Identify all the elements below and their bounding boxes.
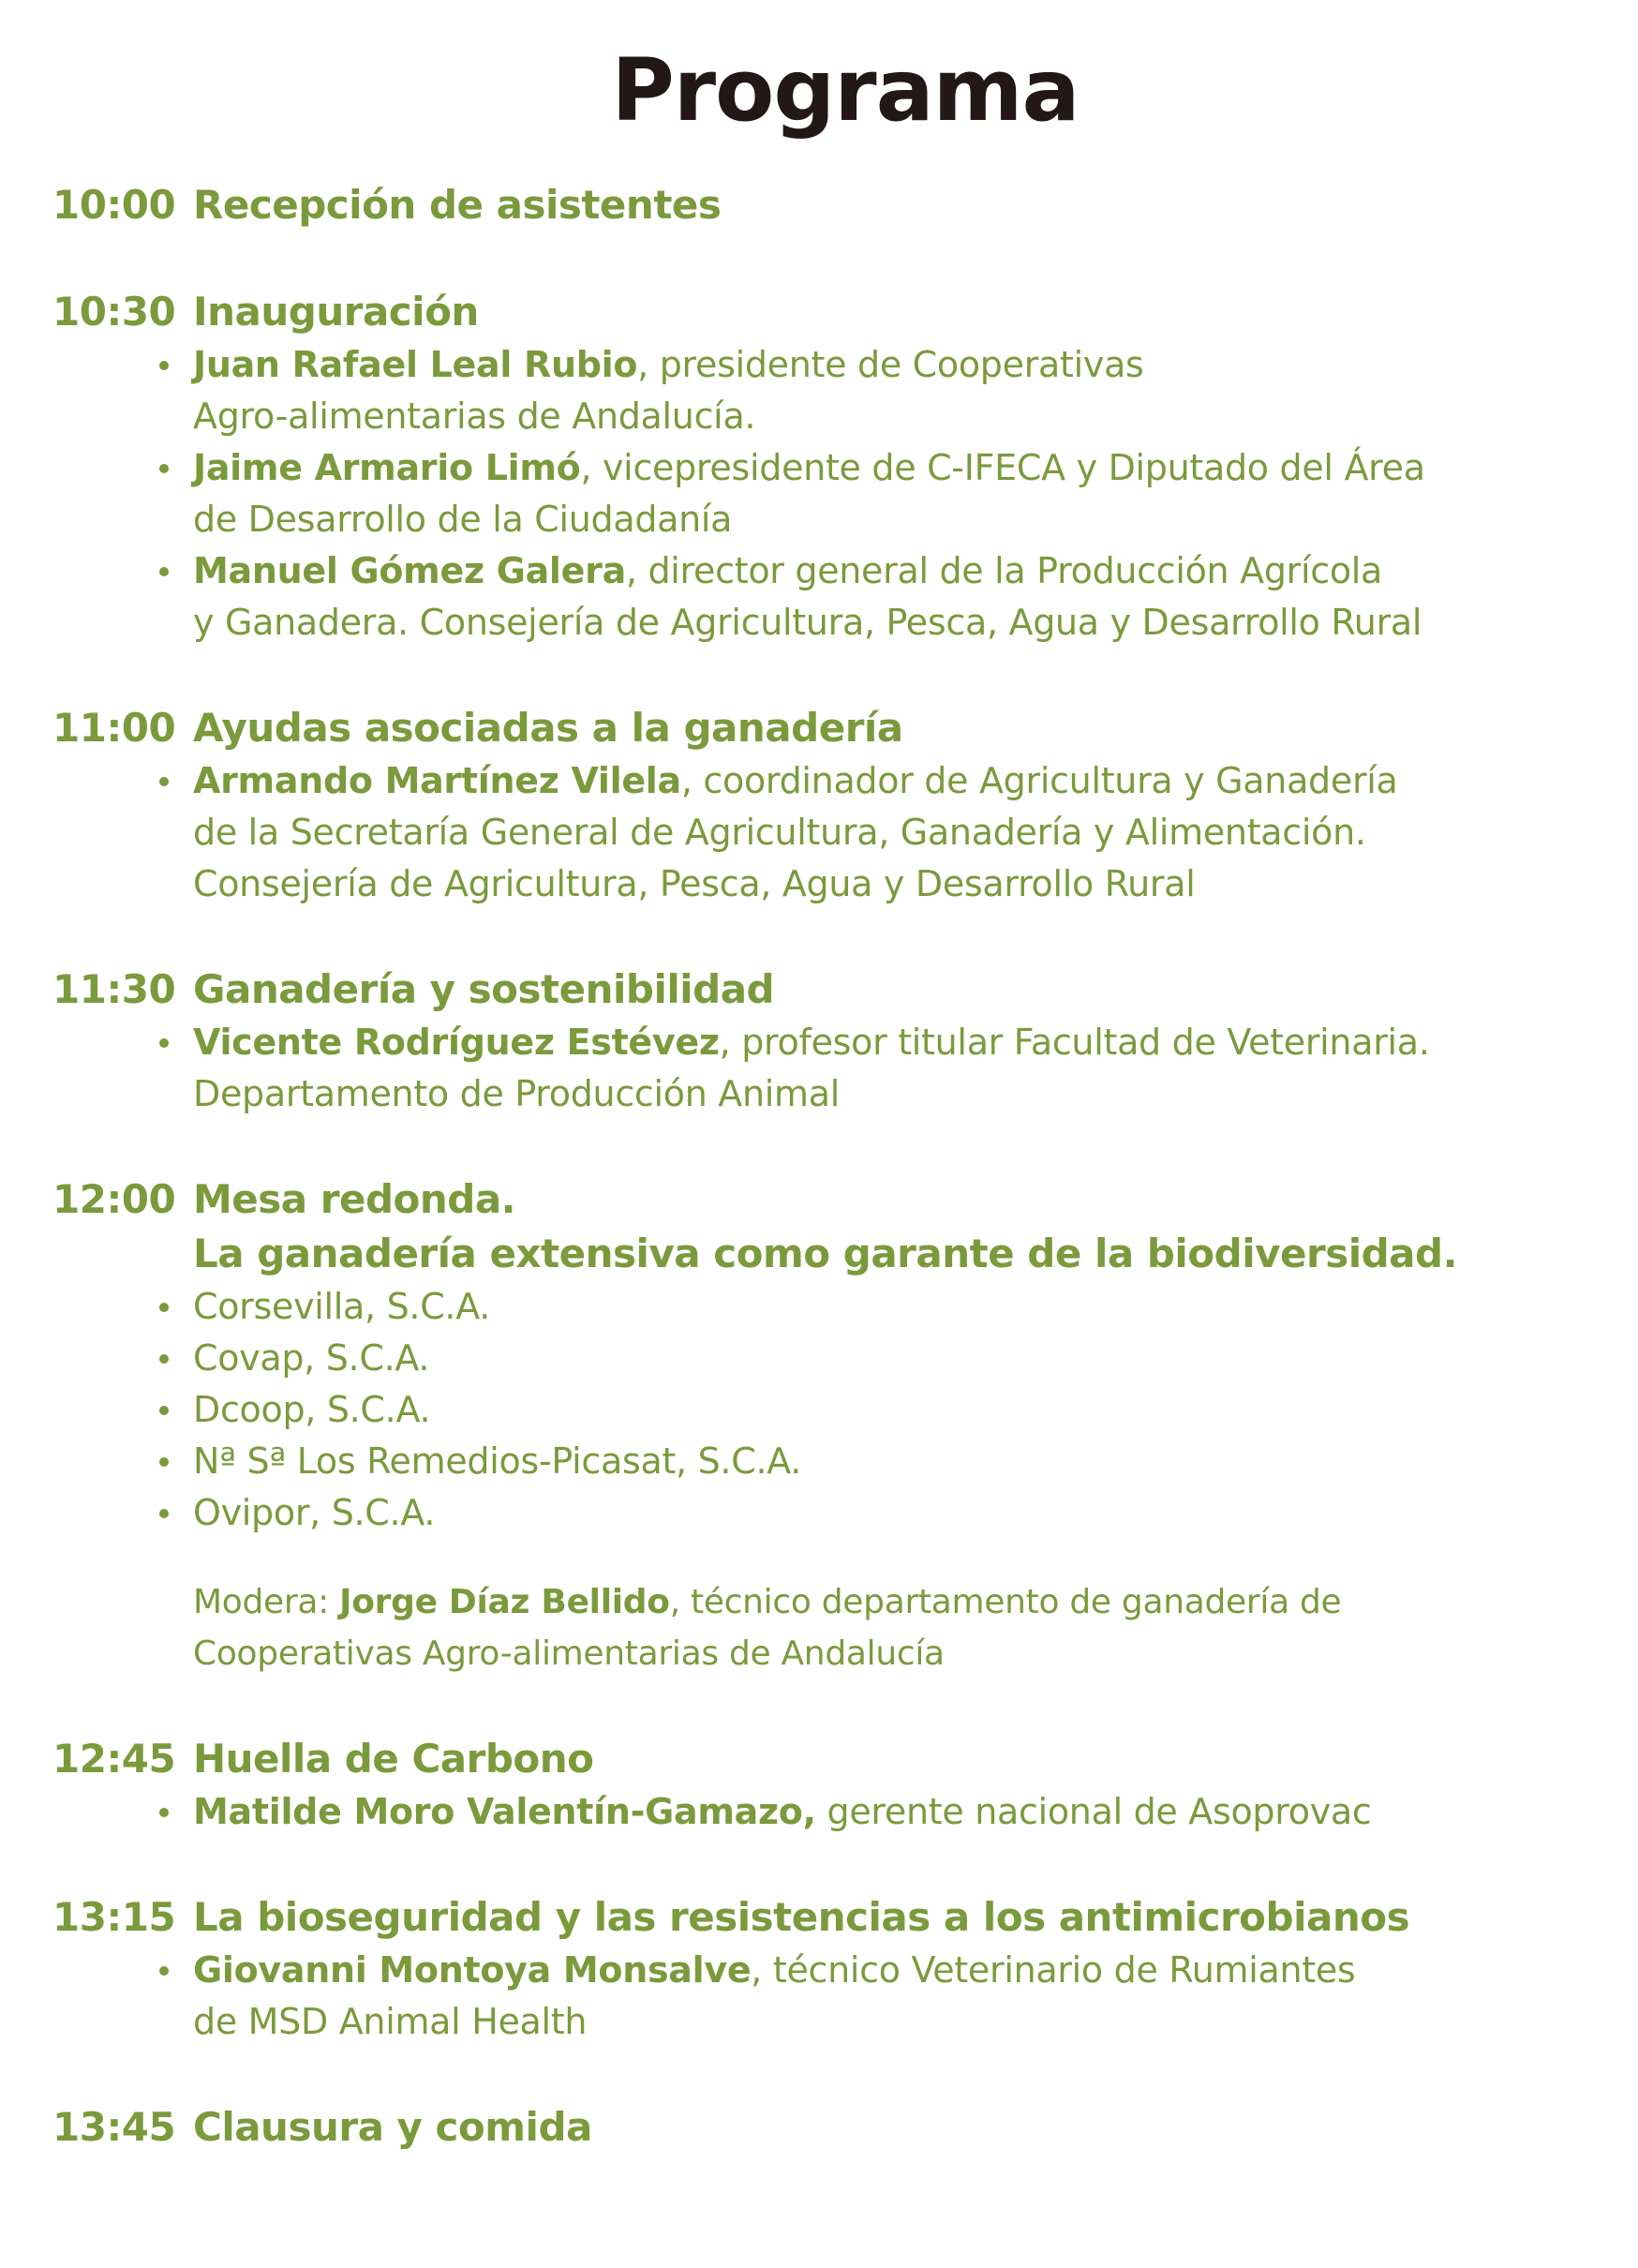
agenda-session xyxy=(52,178,1638,232)
item-line xyxy=(193,807,1638,858)
session-title xyxy=(193,178,1638,232)
session-title xyxy=(193,701,1638,755)
list-item xyxy=(193,339,1638,442)
list-item xyxy=(193,1281,1638,1333)
agenda-session xyxy=(52,1732,1638,1838)
speaker-list xyxy=(52,1017,1638,1120)
session-title-line: Clausura y comida xyxy=(193,2104,592,2150)
speaker-list xyxy=(52,1281,1638,1539)
speaker-role: Departamento de Producción Animal xyxy=(193,1073,840,1114)
session-title-line: La ganadería extensiva como garante de la biodiversidad. xyxy=(193,1231,1458,1276)
list-item xyxy=(193,1333,1638,1384)
item-line xyxy=(193,1945,1638,1996)
agenda-session xyxy=(52,1172,1638,1679)
session-time: 13:45 xyxy=(52,2104,176,2150)
session-title xyxy=(193,1732,1638,1786)
speaker-list xyxy=(52,1945,1638,2048)
speaker-role: de MSD Animal Health xyxy=(193,2001,588,2042)
item-line xyxy=(193,755,1638,807)
speaker-role: , vicepresidente de C-IFECA y Diputado del Área xyxy=(580,447,1425,488)
agenda-session xyxy=(52,2100,1638,2155)
item-line xyxy=(193,1017,1638,1068)
list-item xyxy=(193,1436,1638,1487)
item-line xyxy=(193,442,1638,494)
speaker-role: gerente nacional de Asoprovac xyxy=(815,1791,1372,1832)
item-line xyxy=(193,339,1638,391)
session-title-line: La bioseguridad y las resistencias a los antimicrobianos xyxy=(193,1894,1410,1940)
session-time: 10:30 xyxy=(52,289,176,335)
item-line xyxy=(193,391,1638,442)
moderator-line xyxy=(193,1628,1638,1679)
list-item xyxy=(193,1487,1638,1539)
session-header xyxy=(52,701,1638,755)
session-title-line: Mesa redonda. xyxy=(193,1176,516,1222)
session-time: 12:45 xyxy=(52,1736,176,1782)
agenda-session xyxy=(52,285,1638,649)
session-header xyxy=(52,1732,1638,1786)
session-header xyxy=(52,2100,1638,2155)
speaker-role: de la Secretaría General de Agricultura, Ganadería y Alimentación. xyxy=(193,812,1366,853)
list-item xyxy=(193,1384,1638,1436)
session-header xyxy=(52,1890,1638,1945)
session-title-line: Ganadería y sostenibilidad xyxy=(193,966,775,1012)
list-item xyxy=(193,545,1638,649)
list-item xyxy=(193,1945,1638,2048)
item-line xyxy=(193,1436,1638,1487)
speaker-name: Giovanni Montoya Monsalve xyxy=(193,1949,752,1991)
list-item xyxy=(193,755,1638,910)
item-line xyxy=(193,1068,1638,1120)
item-line xyxy=(193,1281,1638,1333)
moderator-label: Modera: xyxy=(193,1583,340,1621)
speaker-role: , presidente de Cooperativas xyxy=(637,344,1144,385)
speaker-role: Corsevilla, S.C.A. xyxy=(193,1286,491,1327)
session-time: 12:00 xyxy=(52,1176,176,1222)
session-title xyxy=(193,962,1638,1017)
session-title-line: Ayudas asociadas a la ganadería xyxy=(193,705,903,751)
speaker-role: , director general de la Producción Agrícola xyxy=(625,550,1383,591)
session-title-line: Huella de Carbono xyxy=(193,1736,594,1782)
speaker-role: Agro-alimentarias de Andalucía. xyxy=(193,395,756,437)
session-title xyxy=(193,285,1638,339)
speaker-name: Juan Rafael Leal Rubio xyxy=(193,344,638,385)
item-line xyxy=(193,545,1638,597)
list-item xyxy=(193,1786,1638,1838)
speaker-role: , coordinador de Agricultura y Ganadería xyxy=(680,760,1398,801)
item-line xyxy=(193,597,1638,649)
session-header xyxy=(52,962,1638,1017)
item-line xyxy=(193,1996,1638,2048)
moderator-role: Cooperativas Agro-alimentarias de Andalucía xyxy=(193,1634,945,1673)
speaker-name: Jaime Armario Limó xyxy=(193,447,581,488)
agenda xyxy=(52,178,1638,2155)
moderator-role: , técnico departamento de ganadería de xyxy=(669,1583,1342,1621)
page-title: Programa xyxy=(611,40,1080,141)
speaker-role: , técnico Veterinario de Rumiantes xyxy=(751,1949,1356,1991)
item-line xyxy=(193,858,1638,910)
speaker-role: Ovipor, S.C.A. xyxy=(193,1492,436,1533)
list-item xyxy=(193,442,1638,545)
session-header xyxy=(52,285,1638,339)
speaker-role: Dcoop, S.C.A. xyxy=(193,1389,431,1430)
speaker-list xyxy=(52,755,1638,910)
speaker-role: y Ganadera. Consejería de Agricultura, Pesca, Agua y Desarrollo Rural xyxy=(193,602,1422,643)
item-line xyxy=(193,1333,1638,1384)
session-title xyxy=(193,1890,1638,1945)
agenda-session xyxy=(52,701,1638,910)
session-title-line: Inauguración xyxy=(193,289,479,335)
speaker-name: Manuel Gómez Galera xyxy=(193,550,626,591)
session-header xyxy=(52,178,1638,232)
session-time: 11:30 xyxy=(52,966,176,1012)
moderator-name: Jorge Díaz Bellido xyxy=(339,1583,670,1621)
speaker-list xyxy=(52,339,1638,649)
agenda-session xyxy=(52,1890,1638,2048)
item-line xyxy=(193,1786,1638,1838)
session-time: 13:15 xyxy=(52,1894,176,1940)
agenda-session xyxy=(52,962,1638,1120)
session-title xyxy=(193,1172,1638,1281)
session-header xyxy=(52,1172,1638,1281)
item-line xyxy=(193,1487,1638,1539)
speaker-name: Matilde Moro Valentín-Gamazo, xyxy=(193,1791,816,1832)
speaker-role: Nª Sª Los Remedios-Picasat, S.C.A. xyxy=(193,1440,802,1482)
item-line xyxy=(193,494,1638,545)
moderator-note xyxy=(193,1576,1638,1679)
speaker-name: Armando Martínez Vilela xyxy=(193,760,681,801)
session-time: 10:00 xyxy=(52,182,176,228)
session-title xyxy=(193,2100,1638,2155)
speaker-name: Vicente Rodríguez Estévez xyxy=(193,1022,720,1063)
item-line xyxy=(193,1384,1638,1436)
list-item xyxy=(193,1017,1638,1120)
speaker-role: Covap, S.C.A. xyxy=(193,1337,430,1379)
speaker-role: Consejería de Agricultura, Pesca, Agua y Desarrollo Rural xyxy=(193,863,1196,904)
speaker-list xyxy=(52,1786,1638,1838)
session-title-line: Recepción de asistentes xyxy=(193,182,722,228)
moderator-line xyxy=(193,1576,1638,1628)
speaker-role: , profesor titular Facultad de Veterinaria. xyxy=(719,1022,1430,1063)
session-time: 11:00 xyxy=(52,705,176,751)
speaker-role: de Desarrollo de la Ciudadanía xyxy=(193,499,733,540)
